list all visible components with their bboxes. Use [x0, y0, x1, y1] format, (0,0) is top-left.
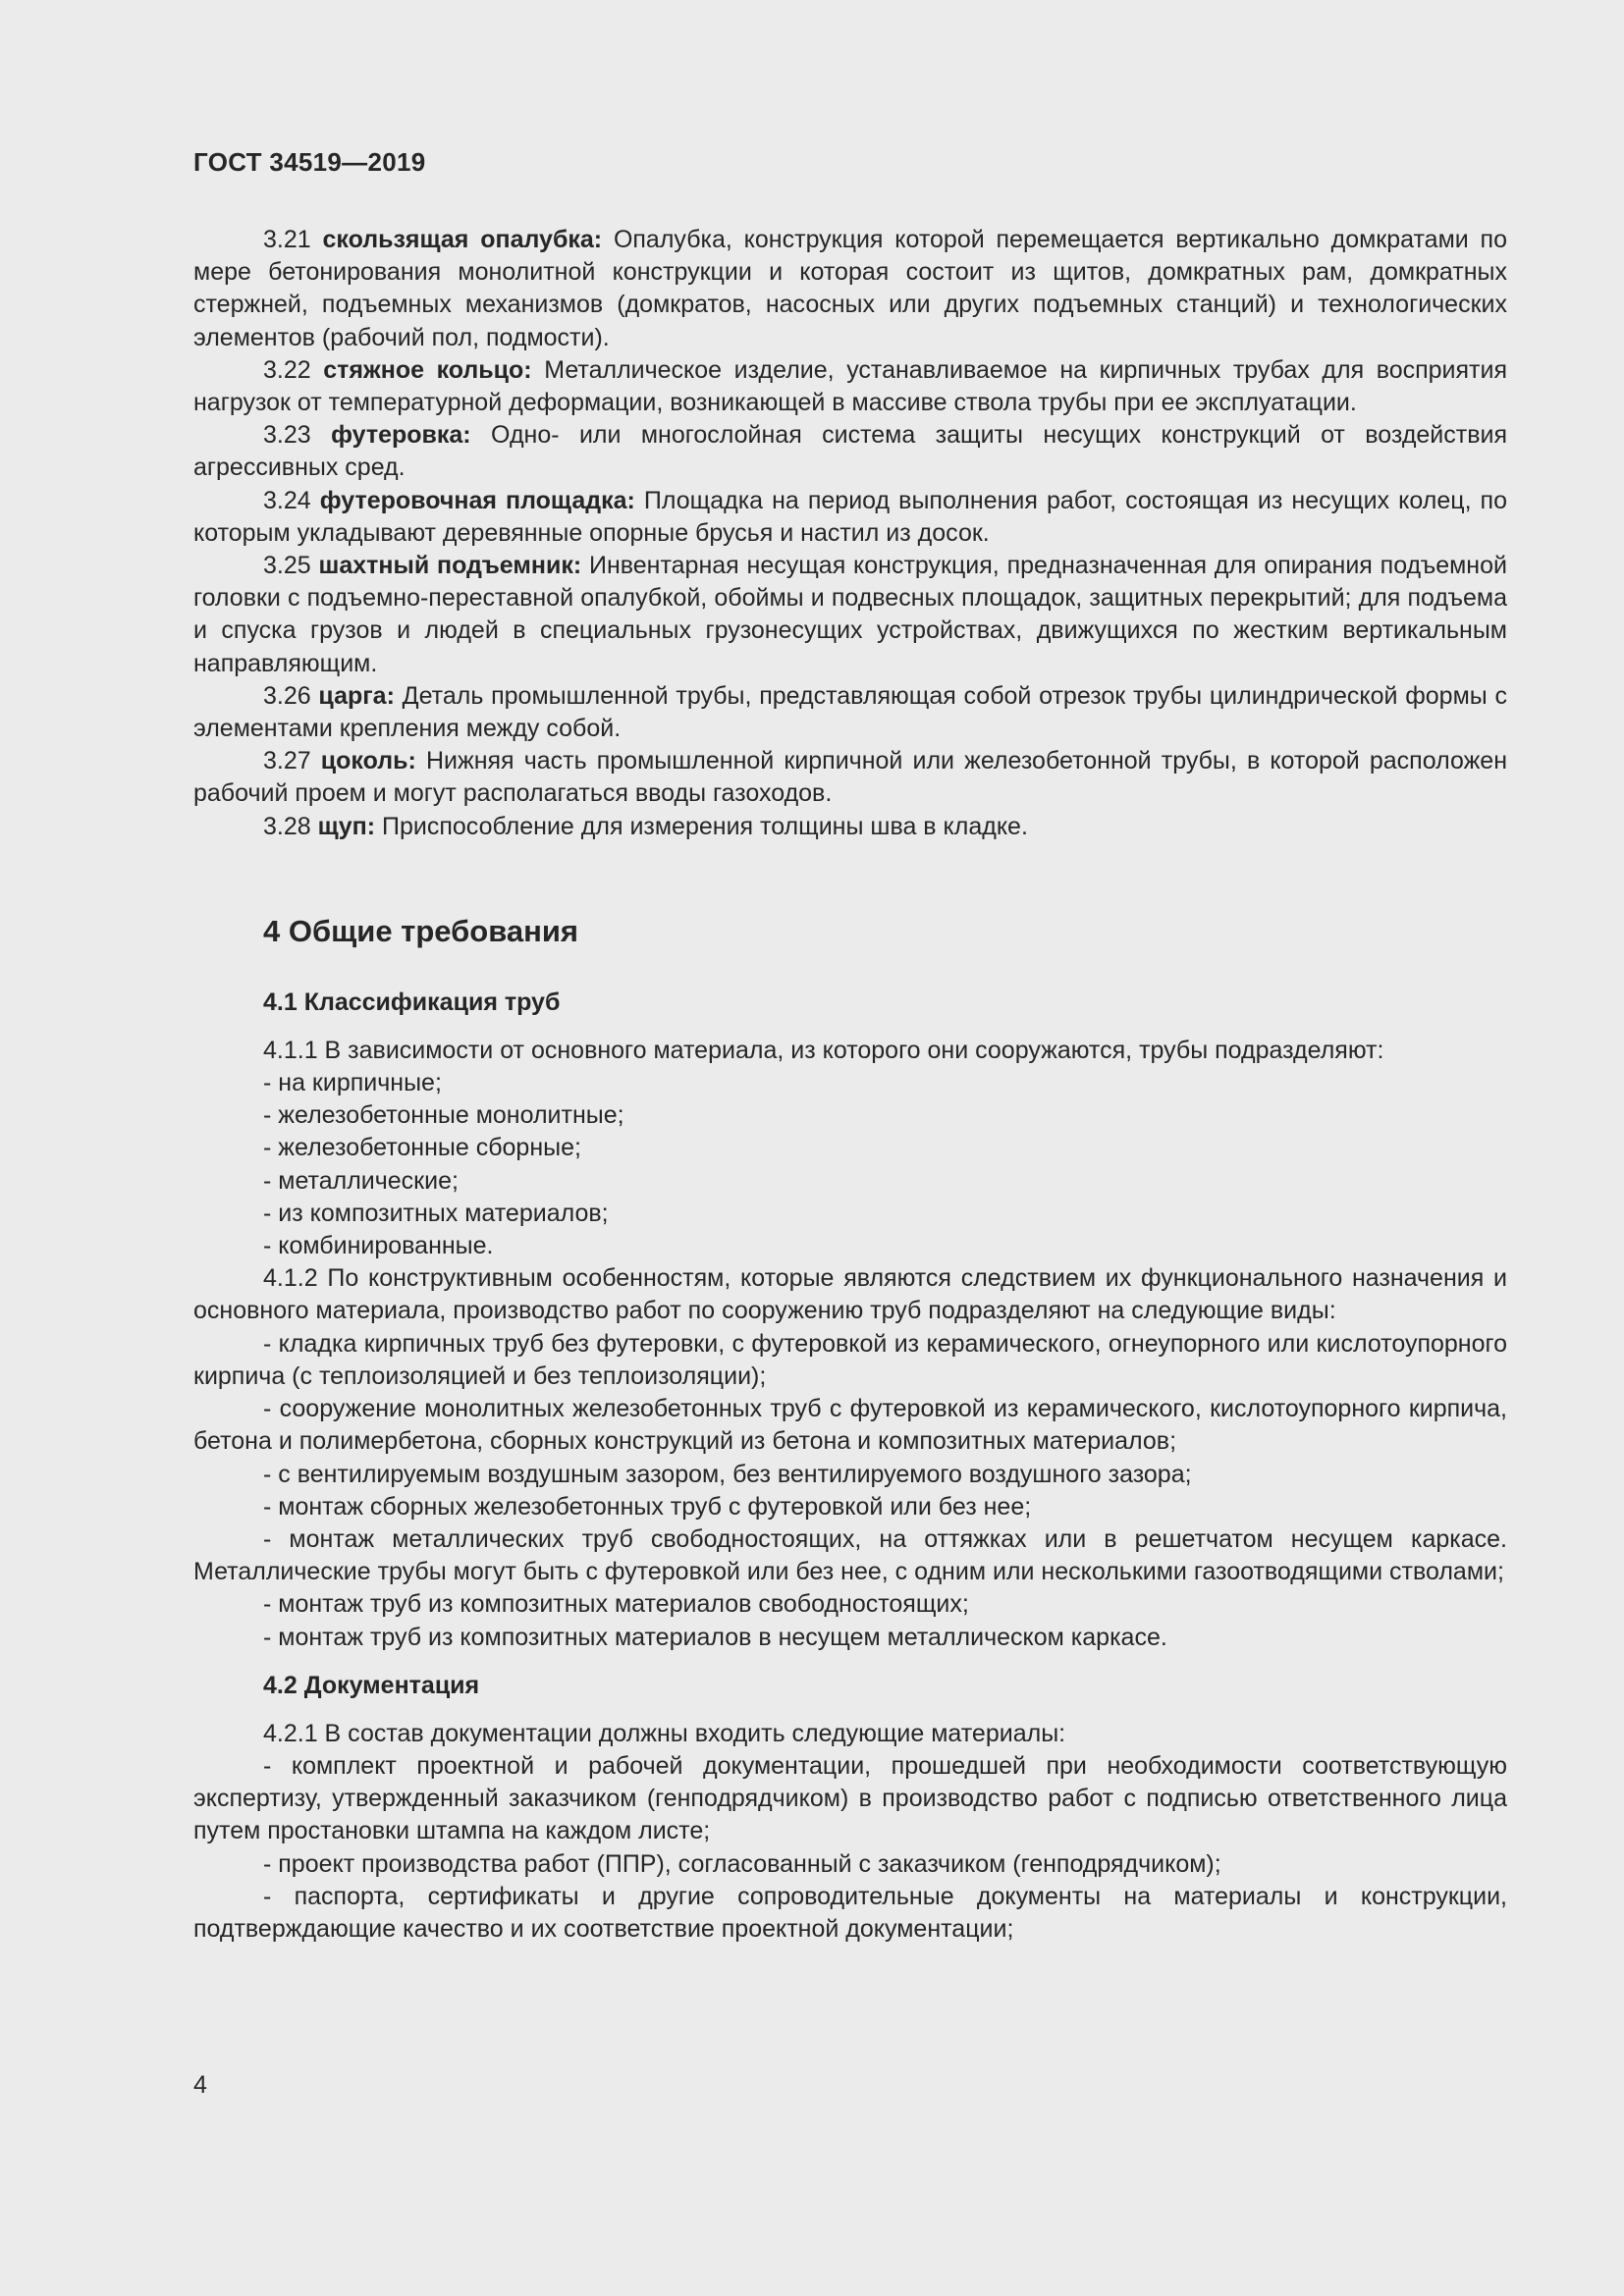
list-item: - металлические;	[263, 1166, 459, 1195]
term-3-25: 3.25 шахтный подъемник: Инвентарная несущая конструкция, предназначенная для опирания подъемной головки с подъемно-переставной опалубкой, обоймы и подвесных площадок, защитных перекрытий; для подъема и спуска грузов и людей в специальных грузонесущих устройствах, движущихся по жестким вертикальным направляющим.	[193, 552, 1507, 677]
term-3-22: 3.22 стяжное кольцо: Металлическое изделие, устанавливаемое на кирпичных трубах для восприятия нагрузок от температурной деформации, возникающей в массиве ствола трубы при ее эксплуатации.	[193, 355, 1508, 417]
term-name: шахтный подъемник:	[318, 552, 582, 580]
term-definition: Инвентарная несущая конструкция, предназначенная для опирания подъемной головки с подъемно-переставной опалубкой, обоймы и подвесных площадок, защитных перекрытий; для подъема и спуска грузов и людей в специальных грузонесущих устройствах, движущихся по жестким вертикальным направляющим.	[193, 552, 1507, 677]
term-definition: Одно- или многослойная система защиты несущих конструкций от воздействия агрессивных сред.	[193, 421, 1508, 482]
paragraph-4-1-2: 4.1.2 По конструктивным особенностям, которые являются следствием их функционального назначения и основного материала, производство работ по сооружению труб подразделяют на следующие виды:	[193, 1264, 1507, 1325]
term-3-26: 3.26 царга: Деталь промышленной трубы, представляющая собой отрезок трубы цилиндрической формы с элементами крепления между собой.	[193, 681, 1507, 743]
list-item: - монтаж труб из композитных материалов в несущем металлическом каркасе.	[263, 1623, 1167, 1651]
term-definition: Площадка на период выполнения работ, состоящая из несущих колец, по которым укладывают деревянные опорные брусья и настил из досок.	[193, 486, 1507, 547]
term-3-24: 3.24 футеровочная площадка: Площадка на период выполнения работ, состоящая из несущих колец, по которым укладывают деревянные опорные брусья и настил из досок.	[193, 486, 1507, 547]
paragraph-4-1-1: 4.1.1 В зависимости от основного материала, из которого они сооружаются, трубы подразделяют:	[263, 1036, 1384, 1064]
list-item: - железобетонные сборные;	[263, 1134, 581, 1162]
document-header: ГОСТ 34519—2019	[193, 147, 426, 177]
list-item: - паспорта, сертификаты и другие сопроводительные документы на материалы и конструкции, подтверждающие качество и их соответствие проектной документации;	[193, 1882, 1507, 1943]
list-item: - сооружение монолитных железобетонных труб с футеровкой из керамического, кислотоупорного кирпича, бетона и полимербетона, сборных конструкций из бетона и композитных материалов;	[193, 1395, 1507, 1456]
list-item: - железобетонные монолитные;	[263, 1101, 624, 1130]
term-name: футеровочная площадка:	[319, 486, 635, 514]
section-4-heading: 4 Общие требования	[263, 913, 578, 948]
term-name: футеровка:	[331, 421, 471, 450]
list-item: - с вентилируемым воздушным зазором, без вентилируемого воздушного зазора;	[263, 1460, 1192, 1488]
list-item: - кладка кирпичных труб без футеровки, с футеровкой из керамического, огнеупорного или кислотоупорного кирпича (с теплоизоляцией и без теплоизоляции);	[193, 1329, 1507, 1390]
term-definition: Металлическое изделие, устанавливаемое на кирпичных трубах для восприятия нагрузок от температурной деформации, возникающей в массиве ствола трубы при ее эксплуатации.	[193, 355, 1508, 417]
term-name: скользящая опалубка:	[322, 226, 603, 253]
term-3-28: 3.28 щуп: Приспособление для измерения толщины шва в кладке.	[263, 812, 1028, 840]
list-item: - комбинированные.	[263, 1232, 494, 1260]
page-content	[193, 224, 1507, 1946]
section-4-1-heading: 4.1 Классификация труб	[263, 988, 561, 1016]
term-name: цоколь:	[320, 747, 416, 775]
term-3-27: 3.27 цоколь: Нижняя часть промышленной кирпичной или железобетонной трубы, в которой расположен рабочий проем и могут располагаться вводы газоходов.	[193, 747, 1508, 808]
term-name: стяжное кольцо:	[323, 355, 532, 384]
term-definition: Опалубка, конструкция которой перемещается вертикально домкратами по мере бетонирования монолитной конструкции и которая состоит из щитов, домкратных рам, домкратных стержней, подъемных механизмов (домкратов, насосных или других подъемных станций) и технологических элементов (рабочий пол, подмости).	[193, 226, 1507, 351]
list-item: - комплект проектной и рабочей документации, прошедшей при необходимости соответствующую экспертизу, утвержденный заказчиком (генподрядчиком) в производство работ с подписью ответственного лица путем простановки штампа на каждом листе;	[193, 1751, 1507, 1845]
term-3-21: 3.21 скользящая опалубка: Опалубка, конструкция которой перемещается вертикально домкратами по мере бетонирования монолитной конструкции и которая состоит из щитов, домкратных рам, домкратных стержней, подъемных механизмов (домкратов, насосных или других подъемных станций) и технологических элементов (рабочий пол, подмости).	[193, 226, 1507, 351]
page-number: 4	[193, 2071, 207, 2099]
list-item: - монтаж труб из композитных материалов свободностоящих;	[263, 1590, 969, 1619]
list-item: - монтаж сборных железобетонных труб с футеровкой или без нее;	[263, 1492, 1032, 1521]
section-4-2-heading: 4.2 Документация	[263, 1671, 480, 1699]
term-3-23: 3.23 футеровка: Одно- или многослойная система защиты несущих конструкций от воздействия агрессивных сред.	[193, 421, 1508, 482]
list-item: - на кирпичные;	[263, 1069, 442, 1097]
term-name: щуп:	[317, 812, 376, 840]
list-item: - монтаж металлических труб свободностоящих, на оттяжках или в решетчатом несущем каркасе. Металлические трубы могут быть с футеровкой или без нее, с одним или несколькими газоотводящими стволами;	[193, 1524, 1507, 1586]
term-name: царга:	[318, 681, 395, 710]
term-definition: Деталь промышленной трубы, представляющая собой отрезок трубы цилиндрической формы с элементами крепления между собой.	[193, 681, 1507, 743]
term-definition: Приспособление для измерения толщины шва в кладке.	[382, 812, 1028, 840]
list-item: - проект производства работ (ППР), согласованный с заказчиком (генподрядчиком);	[263, 1849, 1221, 1878]
term-definition: Нижняя часть промышленной кирпичной или железобетонной трубы, в которой расположен рабочий проем и могут располагаться вводы газоходов.	[193, 747, 1508, 808]
list-item: - из композитных материалов;	[263, 1199, 609, 1227]
paragraph-4-2-1: 4.2.1 В состав документации должны входить следующие материалы:	[263, 1719, 1066, 1747]
